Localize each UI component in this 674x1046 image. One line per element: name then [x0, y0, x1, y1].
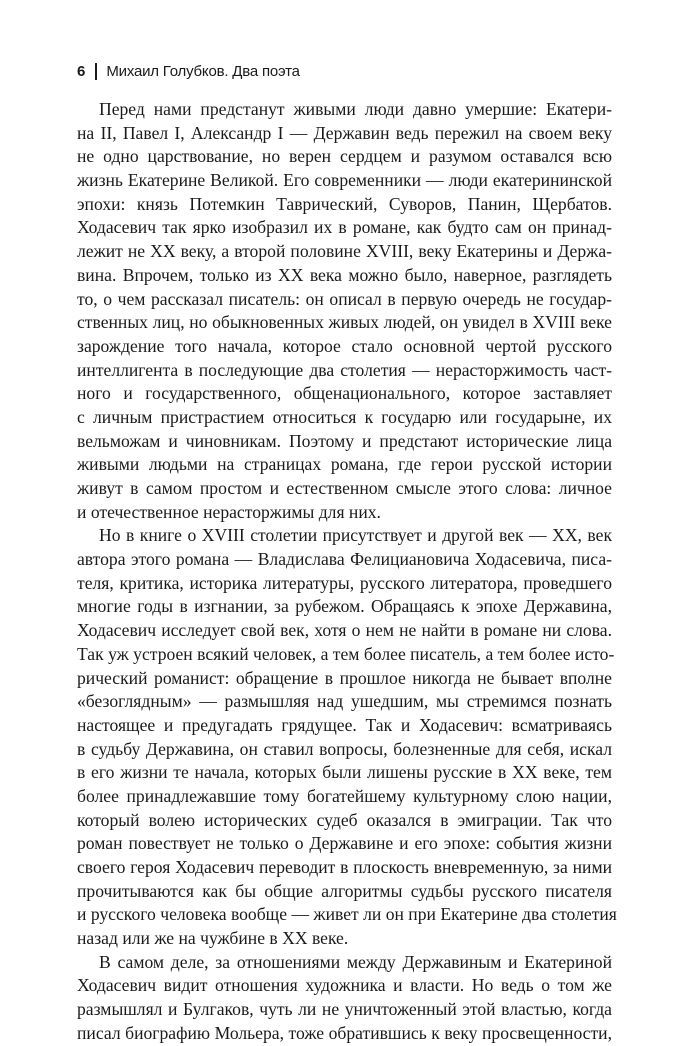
running-head-title: Михаил Голубков. Два поэта [106, 62, 300, 80]
text-line: ного и государственного, общенационального, которое заставляет [77, 383, 612, 404]
text-line: лежит не XX веку, а второй половине XVIII, веку Екатерины и Держа- [77, 241, 612, 262]
text-line: назад или же на чужбине в XX веке. [77, 928, 349, 949]
text-line: теля, критика, историка литературы, русского литератора, проведшего [77, 572, 612, 593]
text-line: то, о чем рассказал писатель: он описал в первую очередь не государ- [77, 288, 612, 309]
text-line: своего героя Ходасевич переводит в плоскость вневременную, за ними [77, 857, 612, 877]
text-line: Перед нами предстанут живыми люди давно умершие: Екатери- [99, 99, 612, 119]
text-line: жизнь Екатерине Великой. Его современники — люди екатерининской [77, 170, 612, 191]
paragraph [77, 951, 612, 1046]
text-line: Так уж устроен всякий человек, а тем более писатель, а тем более исто- [77, 643, 615, 664]
text-line: Ходасевич видит отношения художника и власти. Но ведь о том же [77, 975, 612, 996]
text-line: который волею исторических судеб оказался в эмиграции. Так что [77, 809, 612, 830]
text-line: размышлял и Булгаков, чуть ли не уничтоженный этой властью, когда [77, 999, 612, 1020]
text-line: прочитываются как бы общие алгоритмы судьбы русского писателя [77, 880, 612, 901]
text-line: более принадлежавшие тому богатейшему культурному слою нации, [77, 785, 612, 806]
text-line: Ходасевич исследует свой век, хотя о нем не найти в романе ни слова. [77, 620, 612, 641]
text-line: рический романист: обращение в прошлое никогда не бывает вполне [77, 667, 612, 688]
running-head [77, 60, 300, 82]
text-line: многие годы в изгнании, за рубежом. Обращаясь к эпохе Державина, [77, 596, 612, 617]
text-line: эпохи: князь Потемкин Таврический, Суворов, Панин, Щербатов. [77, 193, 612, 214]
text-line: живут в самом простом и естественном смысле этого слова: личное [77, 478, 612, 498]
text-line: на II, Павел I, Александр I — Державин ведь пережил на своем веку [77, 122, 612, 143]
text-line: автора этого романа — Владислава Фелициановича Ходасевича, писа- [77, 549, 612, 570]
paragraph [77, 524, 617, 950]
text-line: Но в книге о XVIII столетии присутствует и другой век — XX, век [99, 525, 612, 546]
text-line: ственных лиц, но обыкновенных живых людей, он увидел в XVIII веке [77, 312, 612, 333]
text-line: и отечественное нерасторжимы для них. [77, 501, 381, 522]
text-line: с личным пристрастием относиться к государю или государыне, их [77, 406, 612, 427]
text-line: В самом деле, за отношениями между Державиным и Екатериной [99, 951, 612, 972]
page-number: 6 [77, 62, 86, 80]
body-text [77, 98, 617, 1046]
text-line: писал биографию Мольера, тоже обратившись к веку просвещенности, [77, 1022, 612, 1043]
text-line: настоящее и предугадать грядущее. Так и Ходасевич: всматриваясь [77, 714, 612, 735]
text-line: интеллигента в последующие два столетия — нерасторжимость част- [77, 359, 612, 380]
header-divider [95, 63, 97, 80]
text-line: в судьбу Державина, он ставил вопросы, болезненные для себя, искал [77, 738, 612, 759]
text-line: вельможам и чиновникам. Поэтому и предстают исторические лица [77, 430, 612, 451]
text-line: и русского человека вообще — живет ли он при Екатерине два столетия [77, 904, 617, 925]
text-line: живыми людьми на страницах романа, где герои русской истории [77, 454, 612, 475]
text-line: Ходасевич так ярко изобразил их в романе, как будто сам он принад- [77, 217, 612, 238]
text-line: роман повествует не только о Державине и его эпохе: события жизни [77, 833, 612, 854]
text-line: вина. Впрочем, только из XX века можно было, наверное, разглядеть [77, 264, 612, 285]
text-line: в его жизни те начала, которых были лишены русские в XX веке, тем [77, 762, 612, 783]
text-line: не одно царствование, но верен сердцем и разумом оставался всю [77, 146, 612, 167]
paragraph [77, 98, 612, 524]
text-line: зарождение того начала, которое стало основной чертой русского [77, 335, 612, 356]
text-line: «безоглядным» — размышляя над ушедшим, мы стремимся познать [77, 691, 612, 712]
